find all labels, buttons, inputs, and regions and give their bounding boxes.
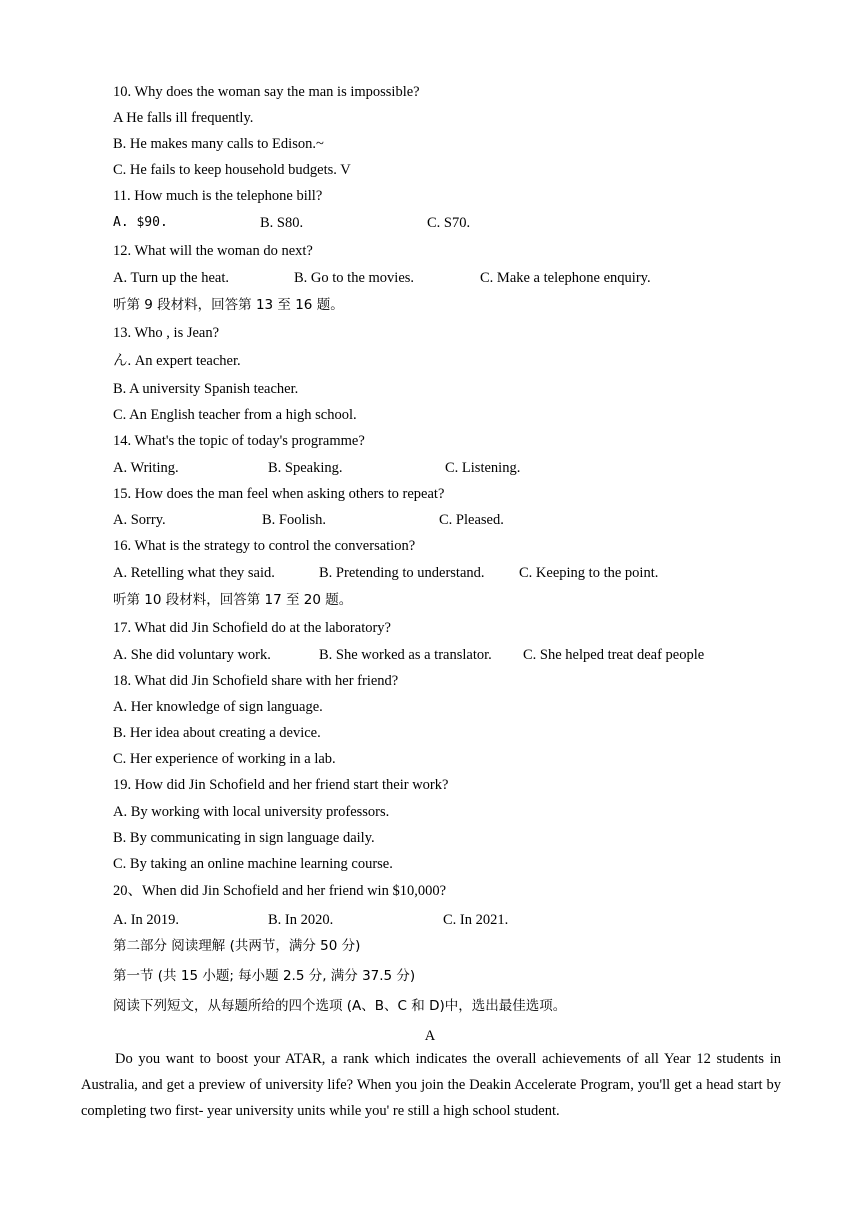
question-19: 19. How did Jin Schofield and her friend start their work? bbox=[113, 777, 449, 793]
q14-option-a: A. Writing. bbox=[113, 460, 179, 476]
q15-option-c: C. Pleased. bbox=[439, 512, 504, 528]
q11-option-b: B. S80. bbox=[260, 215, 304, 231]
question-16: 16. What is the strategy to control the conversation? bbox=[113, 538, 416, 554]
section-10-instruction: 听第 10 段材料，回答第 17 至 20 题。 bbox=[113, 592, 353, 608]
question-14: 14. What's the topic of today's programme? bbox=[113, 433, 365, 449]
question-20: 20、When did Jin Schofield and her friend win $10,000? bbox=[113, 883, 447, 899]
reading-instruction: 阅读下列短文，从每题所给的四个选项 (A、B、C 和 D)中，选出最佳选项。 bbox=[113, 998, 567, 1014]
q17-option-c: C. She helped treat deaf people bbox=[523, 647, 705, 663]
q16-option-c: C. Keeping to the point. bbox=[519, 565, 659, 581]
q10-option-a: A He falls ill frequently. bbox=[113, 110, 254, 126]
question-15: 15. How does the man feel when asking others to repeat? bbox=[113, 486, 445, 502]
q20-option-b: B. In 2020. bbox=[268, 912, 334, 928]
question-10: 10. Why does the woman say the man is impossible? bbox=[113, 84, 420, 100]
q15-option-a: A. Sorry. bbox=[113, 512, 166, 528]
section-1-title: 第一节 (共 15 小题; 每小题 2.5 分, 满分 37.5 分) bbox=[113, 968, 416, 984]
q19-option-c: C. By taking an online machine learning course. bbox=[113, 856, 393, 872]
q12-option-c: C. Make a telephone enquiry. bbox=[480, 270, 651, 286]
part-2-title: 第二部分 阅读理解 (共两节，满分 50 分) bbox=[113, 938, 361, 954]
q18-option-c: C. Her experience of working in a lab. bbox=[113, 751, 336, 767]
passage-text: Do you want to boost your ATAR, a rank which indicates the overall achievements of all Year 12 students in Australia, and get a preview of university life? When you join the Deakin Accelerate Program, you'll get a head start by completing two first- year university units while you' re still a high school student. bbox=[81, 1051, 781, 1119]
q11-option-a: A. $90. bbox=[113, 215, 168, 230]
q19-option-a: A. By working with local university professors. bbox=[113, 804, 390, 820]
passage-label: A bbox=[424, 1028, 436, 1044]
q13-option-b: B. A university Spanish teacher. bbox=[113, 381, 299, 397]
q11-option-c: C. S70. bbox=[427, 215, 471, 231]
q13-option-a: ん. An expert teacher. bbox=[113, 353, 241, 369]
q19-option-b: B. By communicating in sign language daily. bbox=[113, 830, 375, 846]
q14-option-c: C. Listening. bbox=[445, 460, 521, 476]
q10-option-c: C. He fails to keep household budgets. V bbox=[113, 162, 351, 178]
q17-option-a: A. She did voluntary work. bbox=[113, 647, 271, 663]
section-9-instruction: 听第 9 段材料，回答第 13 至 16 题。 bbox=[113, 297, 344, 313]
q18-option-a: A. Her knowledge of sign language. bbox=[113, 699, 323, 715]
q20-option-c: C. In 2021. bbox=[443, 912, 509, 928]
question-11: 11. How much is the telephone bill? bbox=[113, 188, 323, 204]
passage-paragraph bbox=[81, 1046, 781, 1124]
question-18: 18. What did Jin Schofield share with her friend? bbox=[113, 673, 399, 689]
q13-option-c: C. An English teacher from a high school. bbox=[113, 407, 357, 423]
question-17: 17. What did Jin Schofield do at the laboratory? bbox=[113, 620, 391, 636]
q15-option-b: B. Foolish. bbox=[262, 512, 327, 528]
q10-option-b: B. He makes many calls to Edison.~ bbox=[113, 136, 324, 152]
q14-option-b: B. Speaking. bbox=[268, 460, 343, 476]
q20-option-a: A. In 2019. bbox=[113, 912, 180, 928]
q17-option-b: B. She worked as a translator. bbox=[319, 647, 492, 663]
question-13: 13. Who , is Jean? bbox=[113, 325, 220, 341]
q12-option-a: A. Turn up the heat. bbox=[113, 270, 229, 286]
q16-option-b: B. Pretending to understand. bbox=[319, 565, 485, 581]
question-12: 12. What will the woman do next? bbox=[113, 243, 313, 259]
q16-option-a: A. Retelling what they said. bbox=[113, 565, 275, 581]
q18-option-b: B. Her idea about creating a device. bbox=[113, 725, 321, 741]
q12-option-b: B. Go to the movies. bbox=[294, 270, 415, 286]
